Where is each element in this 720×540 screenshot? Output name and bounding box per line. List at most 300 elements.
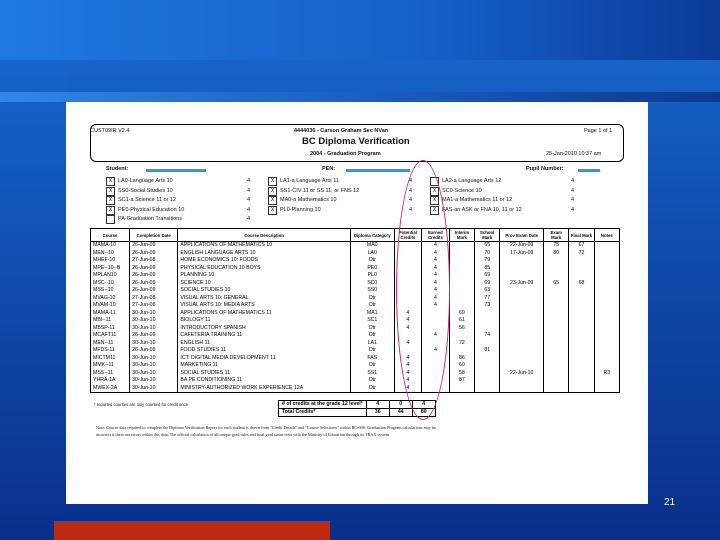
table-cell [449,242,474,250]
table-cell [449,287,474,295]
table-cell [449,302,474,310]
requirement-credits: 4 [571,187,575,194]
table-cell: FOOD STUDIES 11 [178,347,351,355]
table-cell: INTRODUCTORY SPANISH [178,325,351,333]
table-cell: MCAFT11 [91,332,130,340]
table-cell: 4 [422,257,450,265]
table-cell: YHRA-1A [91,377,130,385]
table-cell: 74 [475,332,500,340]
table-cell: 4 [422,332,450,340]
table-cell [594,287,619,295]
table-cell [449,257,474,265]
table-cell: MICTM11 [91,355,130,363]
table-cell: 30-Jun-10 [130,325,178,333]
table-cell: MEN--10 [91,250,130,258]
table-cell [569,332,594,340]
table-cell [544,272,569,280]
page-indicator: Page 1 of 1 [584,128,613,134]
table-cell: APPLICATIONS OF MATHEMATICS 11 [178,310,351,318]
table-cell: MA1 [350,310,394,318]
table-cell [594,362,619,370]
table-cell: 65 [544,280,569,288]
table-cell: MHEF-10 [91,257,130,265]
table-cell: 72 [569,250,594,258]
table-cell [544,265,569,273]
requirement-credits: 4 [409,178,413,184]
table-cell: SC0 [350,280,394,288]
table-cell: 26-Jun-09 [130,250,178,258]
course-table [90,228,620,393]
table-row [91,250,620,258]
table-cell: 4 [394,377,422,385]
table-cell: MBI--11 [91,317,130,325]
column-header: Diploma Category [350,229,394,242]
slide-number: 21 [664,497,676,508]
table-row [91,302,620,310]
table-cell: MVAM-10 [91,302,130,310]
table-row [91,287,620,295]
table-cell [569,317,594,325]
column-header: Course [91,229,130,242]
table-cell: MA0 [350,242,394,250]
table-cell: MINISTRY-AUTHORIZED WORK EXPERIENCE 12A [178,385,351,393]
requirement-name: SS1-CIV 11 or SS 11, or FNS 12 [280,187,360,194]
column-header: Exam Mark [544,229,569,242]
table-cell [544,347,569,355]
requirement-name: PA-Graduation Transitions [118,216,183,222]
table-cell [475,340,500,348]
table-cell: 4 [422,280,450,288]
table-cell [544,287,569,295]
requirement-credits: 4 [409,206,413,213]
table-cell [475,377,500,385]
table-cell: 27-Jun-08 [130,295,178,303]
requirement-credits: 4 [247,187,251,194]
note-line-2: incorrect if there are errors within this data. The official calculation of all unique grad rules and final grad status rests with the Ministry of Education through its TRAX system. [96,432,391,437]
table-cell [449,347,474,355]
table-cell: MAMA-11 [91,310,130,318]
requirement-check: X [106,206,115,215]
table-cell: 61 [449,317,474,325]
table-cell: ENGLISH LANGUAGE ARTS 10 [178,250,351,258]
table-cell: 26-Jun-09 [130,265,178,273]
table-cell: PL0 [350,272,394,280]
table-cell [594,310,619,318]
requirement-check: X [430,196,439,205]
table-cell: 63 [475,287,500,295]
column-header: Course Description [178,229,351,242]
table-cell [500,340,544,348]
table-cell: Otr [350,362,394,370]
report-subtitle: 2004 - Graduation Program [310,151,381,157]
table-cell [544,317,569,325]
table-cell [594,257,619,265]
table-cell: 79 [475,257,500,265]
table-cell: 4 [394,385,422,393]
table-cell: 30-Jun-10 [130,340,178,348]
table-cell [594,265,619,273]
highlight-oval [396,160,450,420]
table-cell [500,310,544,318]
requirement-credits: 4 [247,197,251,203]
report-code: CUST09IR V2.4 [90,128,130,134]
table-cell [569,272,594,280]
table-cell: 4 [422,265,450,273]
table-cell: 70 [475,250,500,258]
table-cell: 68 [569,280,594,288]
table-cell [500,377,544,385]
table-cell: MSS--10 [91,287,130,295]
course-rows [91,242,620,393]
table-cell: 4 [394,362,422,370]
table-row [91,325,620,333]
table-cell: SS1 [350,370,394,378]
requirement-check: X [268,187,277,196]
table-cell [569,265,594,273]
table-cell: Otr [350,385,394,393]
table-cell [475,310,500,318]
table-cell: 81 [475,347,500,355]
table-cell: Otr [350,325,394,333]
table-cell: 4 [394,370,422,378]
requirement-name: LA0-Language Arts 10 [118,178,173,184]
table-cell: 69 [475,280,500,288]
table-cell: 30-Jun-10 [130,310,178,318]
table-cell: 69 [475,272,500,280]
table-cell [500,332,544,340]
table-cell: 26-Jun-09 [130,347,178,355]
table-cell: SOCIAL STUDIES 11 [178,370,351,378]
table-cell: 30-Jun-10 [130,362,178,370]
table-cell [449,280,474,288]
requirement-check: X [430,206,439,215]
requirement-name: LA1-a Language Arts 11 [280,178,339,184]
table-cell [449,272,474,280]
table-row [91,310,620,318]
table-cell: 4 [422,287,450,295]
column-header: Potential Credits [394,229,422,242]
requirement-name: MA1-a Mathematics 11 or 12 [442,197,513,203]
table-cell: 4 [422,295,450,303]
table-cell: 86 [449,355,474,363]
table-cell [594,347,619,355]
table-cell [500,362,544,370]
requirement-check: X [106,187,115,196]
table-cell [500,257,544,265]
table-cell [544,257,569,265]
table-cell [544,370,569,378]
column-header: Completion Date [130,229,178,242]
table-cell: 26-Jun-09 [130,280,178,288]
table-cell: 30-Jun-10 [130,385,178,393]
table-cell: 4 [422,242,450,250]
table-cell [594,295,619,303]
table-cell [544,302,569,310]
table-cell: MWEX-2A [91,385,130,393]
table-cell: MPE--10--B [91,265,130,273]
table-cell: 22-Jun-09 [500,242,544,250]
table-cell: 77 [475,295,500,303]
table-row [91,257,620,265]
table-cell [500,385,544,393]
table-cell [500,325,544,333]
table-cell: 27-Jun-08 [130,302,178,310]
table-cell: 58 [449,370,474,378]
table-cell: Otr [350,332,394,340]
table-cell: SS0 [350,287,394,295]
pen-label: PEN: [322,166,336,172]
requirement-check: X [268,177,277,186]
table-cell: ENGLISH 11 [178,340,351,348]
requirement-check: X [106,196,115,205]
column-header: Earned Credits [422,229,450,242]
table-cell [500,272,544,280]
table-cell: 30-Jun-10 [130,370,178,378]
table-row [91,370,620,378]
requirement-name: SC1-a Science 11 or 12 [118,197,176,203]
table-cell [594,250,619,258]
table-cell: 56 [449,325,474,333]
requirement-credits: 4 [247,178,251,184]
table-cell [475,355,500,363]
requirement-credits: 4 [409,187,413,194]
table-cell: 4 [422,302,450,310]
table-cell: MSS--11 [91,370,130,378]
table-cell [449,265,474,273]
table-row [91,265,620,273]
table-cell [500,317,544,325]
table-cell [475,385,500,393]
background-band-left [0,60,66,540]
table-cell: MFDS-11 [91,347,130,355]
table-cell: 67 [569,242,594,250]
table-cell: 73 [475,302,500,310]
table-cell [544,340,569,348]
table-cell: MBSP-11 [91,325,130,333]
table-cell: Otr [350,295,394,303]
redaction-mark [346,169,410,172]
table-cell: 27-Jun-08 [130,257,178,265]
background-band-top [0,0,720,60]
note-line-1: Note: Course data required to complete the Diploma Verification Report for each student is drawn from "Credit Details" and "Course Selections" within BCeSIS. Graduation Program calculations may be [96,425,436,430]
table-cell [594,317,619,325]
table-cell: Otr [350,347,394,355]
table-cell [569,355,594,363]
table-cell [594,355,619,363]
column-header: Notes [594,229,619,242]
table-cell [594,340,619,348]
requirement-credits: 4 [409,197,413,203]
table-cell [569,385,594,393]
table-cell [594,280,619,288]
table-cell [475,317,500,325]
column-header: Final Mark [569,229,594,242]
table-cell [544,332,569,340]
table-row [91,385,620,393]
table-cell: 30-Jun-10 [130,317,178,325]
table-cell: 65 [475,242,500,250]
requirement-name: SS0-Social Studies 10 [118,187,173,194]
table-cell: APPLICATIONS OF MATHEMATICS 10 [178,242,351,250]
report-date: 25-Jan-2010 10:37 am [546,151,602,157]
table-cell: MAMA-10 [91,242,130,250]
table-row [91,272,620,280]
column-header: Prov Exam Date [500,229,544,242]
table-cell: 26-Jun-09 [130,287,178,295]
table-row [91,340,620,348]
table-cell: LA0 [350,250,394,258]
table-cell [449,250,474,258]
requirement-check: X [106,177,115,186]
background-stripe [0,92,720,102]
diploma-verification-document [66,102,648,504]
table-cell: ICT: DIGITAL MEDIA DEVELOPMENT 11 [178,355,351,363]
table-cell: PHYSICAL EDUCATION 10 BOYS [178,265,351,273]
table-row [91,377,620,385]
requirement-credits: 4 [571,178,575,184]
table-cell: 4 [394,340,422,348]
table-cell: MVAG-10 [91,295,130,303]
table-cell: BIOLOGY 11 [178,317,351,325]
redaction-mark [146,169,206,172]
table-cell: CAFETERIA TRAINING 11 [178,332,351,340]
column-header: School Mark [475,229,500,242]
table-cell [544,355,569,363]
table-cell [500,355,544,363]
table-cell: 85 [475,265,500,273]
table-cell [569,362,594,370]
table-cell: PLANNING 10 [178,272,351,280]
summary-label: Total Credits* [279,409,367,417]
summary-value: 80 [412,409,435,417]
table-cell: MARKETING 11 [178,362,351,370]
table-cell [569,340,594,348]
table-cell: 4 [422,347,450,355]
table-cell [569,257,594,265]
summary-label: # of credits at the grade 12 level* [279,401,367,409]
requirement-credits: 4 [571,206,575,213]
table-cell: SOCIAL STUDIES 10 [178,287,351,295]
table-cell [594,272,619,280]
table-cell: 4 [422,250,450,258]
requirement-name: PL0-Planning 10 [280,206,321,213]
requirement-credits: 4 [247,206,251,213]
table-cell: Otr [350,302,394,310]
requirement-name: SC0-Science 10 [442,187,482,194]
table-cell: MMK--11 [91,362,130,370]
redaction-mark [578,169,600,172]
table-cell: Otr [350,257,394,265]
table-row [91,242,620,250]
table-cell [475,362,500,370]
student-label: Student: [106,166,129,172]
table-row [91,332,620,340]
table-cell [569,295,594,303]
table-cell: 4 [394,310,422,318]
table-cell: PE0 [350,265,394,273]
table-cell: 75 [544,242,569,250]
table-cell [569,325,594,333]
table-cell [544,325,569,333]
table-cell: 22-Jun-10 [500,370,544,378]
table-cell [569,287,594,295]
requirement-check [106,215,115,224]
table-cell [594,377,619,385]
table-cell [500,265,544,273]
table-header-row [91,229,620,242]
table-cell: 17-Jun-09 [500,250,544,258]
requirement-check: X [268,206,277,215]
table-cell: 26-Jun-09 [130,332,178,340]
table-cell [594,242,619,250]
table-cell [594,332,619,340]
table-cell: 4 [394,317,422,325]
summary-value: 44 [389,409,412,417]
summary-value: 0 [389,401,412,409]
requirement-check: X [268,196,277,205]
table-cell: HOME ECONOMICS 10: FOODS [178,257,351,265]
requirement-credits: 4 [571,197,575,203]
table-cell [500,287,544,295]
table-cell [569,347,594,355]
table-cell: SC1 [350,317,394,325]
table-cell [569,302,594,310]
table-cell [449,332,474,340]
table-cell [569,377,594,385]
requirement-credits: 4 [247,216,251,222]
table-cell: Otr [350,377,394,385]
report-title: BC Diploma Verification [302,136,410,147]
table-cell [475,370,500,378]
table-cell: 60 [449,362,474,370]
table-cell: BA PE CONDITIONING 11 [178,377,351,385]
table-cell: R3 [594,370,619,378]
table-cell [569,310,594,318]
table-cell [500,347,544,355]
requirement-check: X [430,187,439,196]
table-row [91,280,620,288]
table-cell: FAS [350,355,394,363]
table-cell [594,385,619,393]
summary-value: 4 [366,401,389,409]
table-cell: LA1 [350,340,394,348]
table-cell [544,377,569,385]
column-header: Interim Mark [449,229,474,242]
pupil-number-label: Pupil Number: [526,166,564,172]
table-row [91,347,620,355]
table-cell [449,385,474,393]
table-cell [500,302,544,310]
table-row [91,355,620,363]
table-cell: 87 [449,377,474,385]
table-cell: 23-Jun-09 [500,280,544,288]
table-cell: 26-Jun-09 [130,272,178,280]
table-cell: SCIENCE 10 [178,280,351,288]
table-cell [544,385,569,393]
table-row [91,295,620,303]
table-cell [594,302,619,310]
table-cell: 80 [544,250,569,258]
table-cell [475,325,500,333]
table-cell [569,370,594,378]
table-cell: 30-Jun-10 [130,355,178,363]
table-cell [544,310,569,318]
table-cell: 4 [394,325,422,333]
footnote: * reported courses are only counted for credit once [94,402,189,407]
table-cell: VISUAL ARTS 10: MEDIA ARTS [178,302,351,310]
table-cell: VISUAL ARTS 10: GENERAL [178,295,351,303]
school-name: 4444036 - Carson Graham Sec NVan [294,128,389,134]
